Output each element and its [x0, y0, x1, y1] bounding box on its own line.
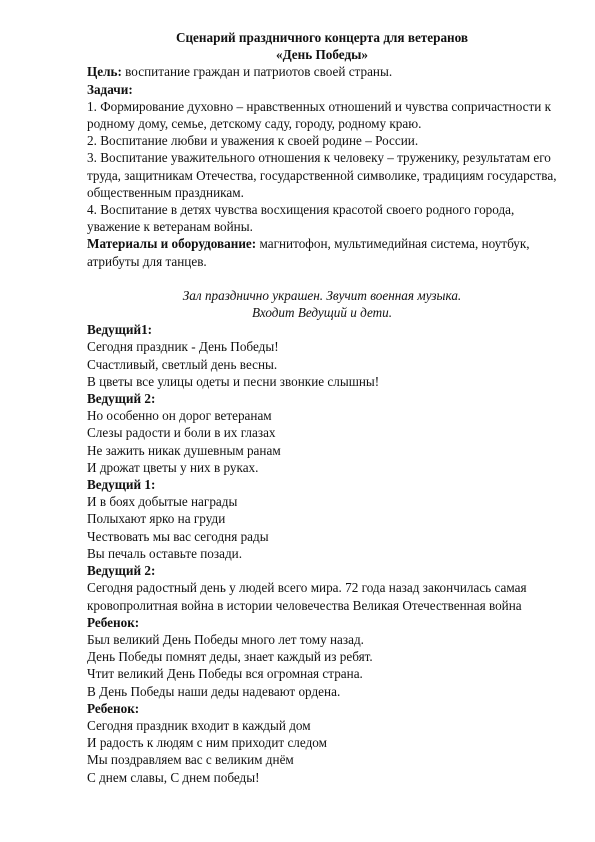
- speaker-label: Ведущий 1:: [87, 477, 156, 493]
- script-block-4: [87, 562, 557, 614]
- verse-line: Сегодня праздник входит в каждый дом: [87, 717, 311, 733]
- verse-line: Не зажить никак душевным ранам: [87, 442, 281, 458]
- stage-direction-line-2: Входит Ведущий и дети.: [251, 305, 393, 321]
- tasks-label: Задачи:: [87, 81, 133, 97]
- verse-line: Слезы радости и боли в их глазах: [87, 425, 276, 441]
- verse-line: День Победы помнят деды, знает каждый из ребят.: [87, 649, 373, 665]
- verse-line: В День Победы наши деды надевают ордена.: [87, 683, 341, 699]
- verse-line: Был великий День Победы много лет тому назад.: [87, 631, 364, 647]
- verse-line: С днем славы, С днем победы!: [87, 769, 260, 785]
- task-item-3: 3. Воспитание уважительного отношения к человеку – труженику, результатам его труда, защитникам Отечества, государственной символике, традициям государства, общественным праздникам.: [87, 150, 557, 200]
- speaker-label: Ведущий 2:: [87, 563, 156, 579]
- verse-line: Сегодня праздник - День Победы!: [87, 339, 279, 355]
- spacer: [87, 270, 557, 287]
- verse-line: И дрожат цветы у них в руках.: [87, 459, 259, 475]
- document-title-line-2: «День Победы»: [275, 47, 369, 63]
- verse-line: В цветы все улицы одеты и песни звонкие слышны!: [87, 373, 380, 389]
- goal-label: Цель:: [87, 64, 122, 80]
- verse-line: Счастливый, светлый день весны.: [87, 356, 278, 372]
- task-item-1: 1. Формирование духовно – нравственных отношений и чувства сопричастности к родному дому, семье, детскому саду, городу, родному краю.: [87, 98, 552, 132]
- speaker-label: Ребенок:: [87, 614, 140, 630]
- task-item-4: 4. Воспитание в детях чувства восхищения красотой своего родного города, уважение к ветеранам войны.: [87, 202, 515, 235]
- stage-direction-line-1: Зал празднично украшен. Звучит военная музыка.: [182, 287, 462, 303]
- goal-paragraph: [87, 63, 557, 80]
- verse-line: Чествовать мы вас сегодня рады: [87, 528, 269, 544]
- materials-paragraph: [87, 235, 557, 269]
- verse-line: Мы поздравляем вас с великим днём: [87, 752, 294, 768]
- document-title-line-1: Сценарий праздничного концерта для ветеранов: [175, 30, 469, 45]
- script-block-3: [87, 476, 557, 562]
- script-block-2: [87, 390, 557, 476]
- verse-line: Вы печаль оставьте позади.: [87, 545, 243, 561]
- script-block-5: [87, 614, 557, 700]
- materials-text: магнитофон, мультимедийная система, ноутбук, атрибуты для танцев.: [87, 236, 530, 269]
- document-page: [87, 29, 557, 786]
- speaker-label: Ребенок:: [87, 700, 140, 716]
- verse-line: И в боях добытые награды: [87, 494, 238, 510]
- script-block-6: [87, 700, 557, 786]
- task-item-2: 2. Воспитание любви и уважения к своей родине – России.: [87, 133, 419, 149]
- verse-line: Полыхают ярко на груди: [87, 511, 226, 527]
- speaker-label: Ведущий1:: [87, 322, 153, 338]
- verse-line: Чтит великий День Победы вся огромная страна.: [87, 666, 363, 682]
- speaker-label: Ведущий 2:: [87, 391, 156, 407]
- verse-line: Но особенно он дорог ветеранам: [87, 408, 272, 424]
- verse-line: И радость к людям с ним приходит следом: [87, 735, 327, 751]
- goal-text: воспитание граждан и патриотов своей страны.: [121, 64, 393, 80]
- script-block-1: [87, 321, 557, 390]
- materials-label: Материалы и оборудование:: [87, 236, 257, 252]
- prose-paragraph: Сегодня радостный день у людей всего мира. 72 года назад закончилась самая кровопролитная война в истории человечества Великая Отечественная война: [87, 580, 527, 613]
